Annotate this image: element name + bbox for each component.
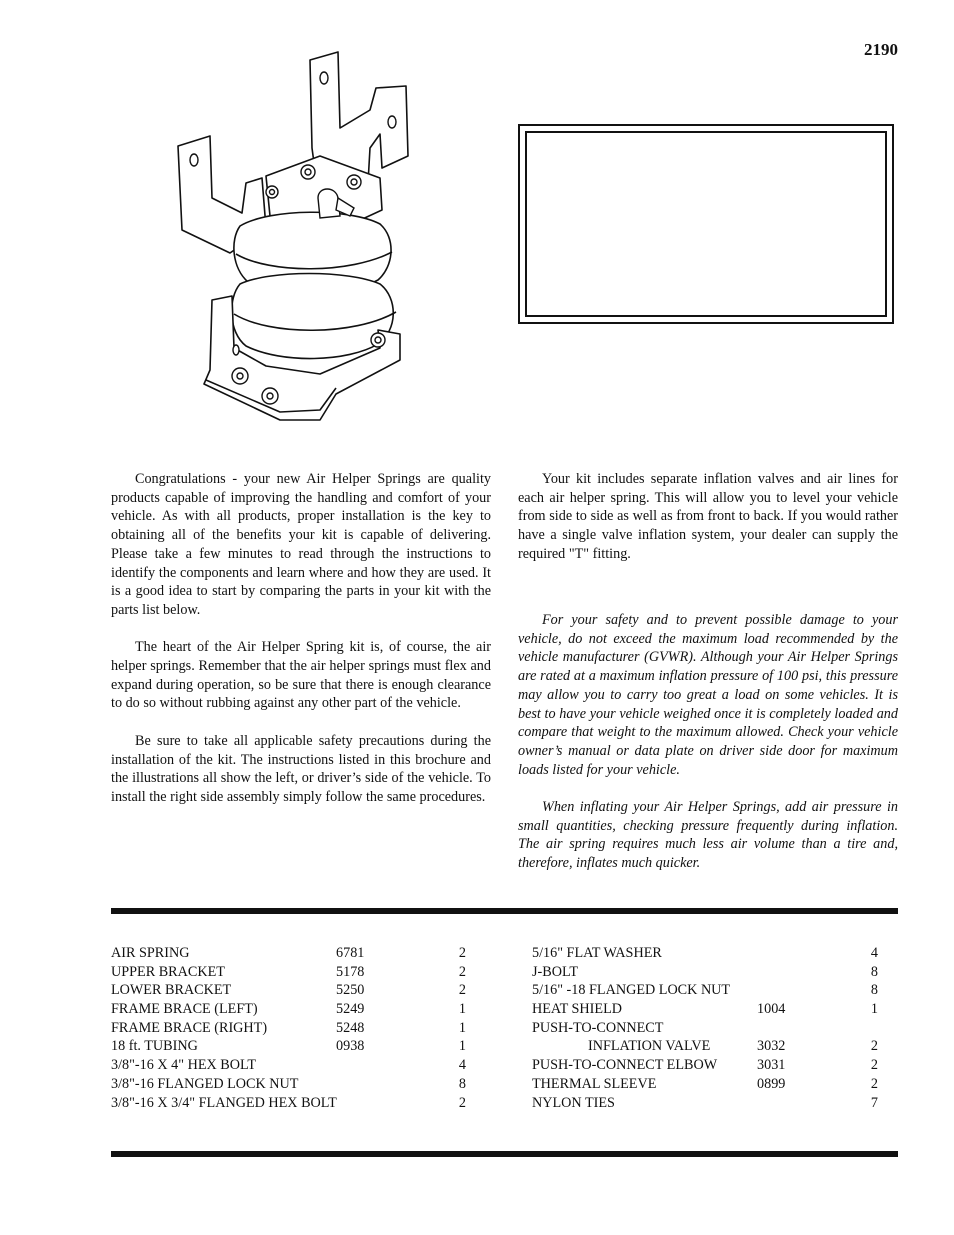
parts-list-right [532, 944, 878, 1112]
part-quantity: 4 [458, 1057, 466, 1074]
part-row [111, 963, 466, 982]
part-row [532, 944, 878, 963]
part-name: 5/16" -18 FLANGED LOCK NUT [532, 982, 731, 999]
part-number: 3032 [757, 1038, 786, 1055]
intro-paragraph-2: The heart of the Air Helper Spring kit is, of course, the air helper springs. Remember that the air helper springs must flex and expand during operation, so be sure that there is enough clearance to do so without rubbing against any other part of the vehicle. [111, 639, 491, 712]
part-name: 3/8"-16 X 4" HEX BOLT [111, 1057, 257, 1074]
part-quantity: 1 [458, 1019, 466, 1036]
part-name: FRAME BRACE (LEFT) [111, 1001, 258, 1018]
part-number: 3031 [757, 1057, 786, 1074]
part-row [111, 1094, 466, 1113]
intro-paragraph-3: Be sure to take all applicable safety precautions during the installation of the kit. The instructions listed in this brochure and the illustrations all show the left, or driver’s side of the vehicle. To install the right side assembly simply follow the same procedures. [111, 732, 491, 805]
safety-column [518, 611, 898, 892]
part-row [532, 1094, 878, 1113]
part-number: 5250 [336, 982, 365, 999]
part-name: 5/16" FLAT WASHER [532, 945, 662, 961]
part-name: 3/8"-16 X 3/4" FLANGED HEX BOLT [111, 1094, 337, 1111]
part-number: 5178 [336, 963, 365, 980]
part-quantity: 8 [870, 963, 878, 980]
part-row [532, 1037, 878, 1056]
part-row [532, 963, 878, 982]
part-quantity: 2 [870, 1038, 878, 1055]
part-name: HEAT SHIELD [532, 1001, 622, 1018]
air-spring-assembly-illustration [170, 48, 420, 428]
part-row [111, 1019, 466, 1038]
part-row [111, 1056, 466, 1075]
part-quantity: 1 [458, 1001, 466, 1018]
part-quantity: 2 [458, 963, 466, 980]
part-number: 6781 [336, 945, 365, 961]
part-row [111, 944, 466, 963]
parts-list-left [111, 944, 466, 1112]
part-row [111, 981, 466, 1000]
part-number: 5248 [336, 1019, 365, 1036]
part-name: NYLON TIES [532, 1094, 615, 1111]
part-name: THERMAL SLEEVE [532, 1075, 657, 1092]
part-quantity: 2 [458, 945, 466, 961]
part-row [111, 1000, 466, 1019]
part-quantity: 2 [870, 1057, 878, 1074]
intro-paragraph-1: Congratulations - your new Air Helper Springs are quality products capable of improving the handling and comfort of your vehicle. As with all products, proper installation is the key to obtaining all of the benefits your kit is capable of delivering. Please take a few minutes to read through the instructions to identify the components and learn where and how they are used. It is a good idea to start by comparing the parts in your kit with the parts list below. [111, 471, 491, 618]
part-row [532, 1000, 878, 1019]
section-rule-bottom [111, 1151, 898, 1157]
part-name: AIR SPRING [111, 945, 190, 961]
safety-paragraph-2: When inflating your Air Helper Springs, add air pressure in small quantities, checking pressure frequently during inflation. The air spring requires much less air volume than a tire and, therefore, inflates much quicker. [518, 799, 898, 872]
part-row [532, 1075, 878, 1094]
part-number: 0899 [757, 1075, 786, 1092]
part-name: 3/8"-16 FLANGED LOCK NUT [111, 1075, 299, 1092]
part-name: UPPER BRACKET [111, 963, 225, 980]
part-quantity: 8 [870, 982, 878, 999]
intro-column [111, 470, 491, 825]
part-quantity: 7 [870, 1094, 878, 1111]
part-row [532, 981, 878, 1000]
part-name: 18 ft. TUBING [111, 1038, 198, 1055]
part-name: LOWER BRACKET [111, 982, 232, 999]
part-quantity: 2 [870, 1075, 878, 1092]
safety-paragraph-1: For your safety and to prevent possible damage to your vehicle, do not exceed the maximum load recommended by the vehicle manufacturer (GVWR). Although your Air Helper Springs are rated at a maximum inflation pressure of 100 psi, this pressure may allow you to carry too great a load on some vehicles. It is best to have your vehicle weighed once it is completely loaded and compare that weight to the maximum allowed. Check your vehicle owner’s manual or data plate on driver side door for maximum loads listed for your vehicle. [518, 612, 898, 778]
part-row [532, 1056, 878, 1075]
part-row [111, 1037, 466, 1056]
part-number: 1004 [757, 1001, 786, 1018]
part-row [532, 1019, 878, 1038]
part-quantity: 1 [870, 1001, 878, 1018]
part-name: J-BOLT [532, 963, 578, 980]
part-number: 5249 [336, 1001, 365, 1018]
kit-info-paragraph: Your kit includes separate inflation valves and air lines for each air helper spring. This will allow you to level your vehicle from side to side as well as from front to back. If you would rather have a single valve inflation system, your dealer can supply the required "T" fitting. [518, 471, 898, 562]
part-name: FRAME BRACE (RIGHT) [111, 1019, 268, 1036]
part-quantity: 4 [870, 945, 878, 961]
part-name: PUSH-TO-CONNECT ELBOW [532, 1057, 718, 1074]
framed-notice-box [518, 124, 894, 324]
part-quantity: 1 [458, 1038, 466, 1055]
section-rule-top [111, 908, 898, 914]
framed-notice-box-inner [525, 131, 887, 317]
kit-info-column [518, 470, 898, 582]
part-quantity: 2 [458, 1094, 466, 1111]
part-quantity: 8 [458, 1075, 466, 1092]
page-number: 2190 [864, 40, 898, 59]
part-quantity: 2 [458, 982, 466, 999]
part-row [111, 1075, 466, 1094]
part-name: PUSH-TO-CONNECT [532, 1019, 664, 1036]
part-name: INFLATION VALVE [588, 1038, 711, 1055]
part-number: 0938 [336, 1038, 365, 1055]
